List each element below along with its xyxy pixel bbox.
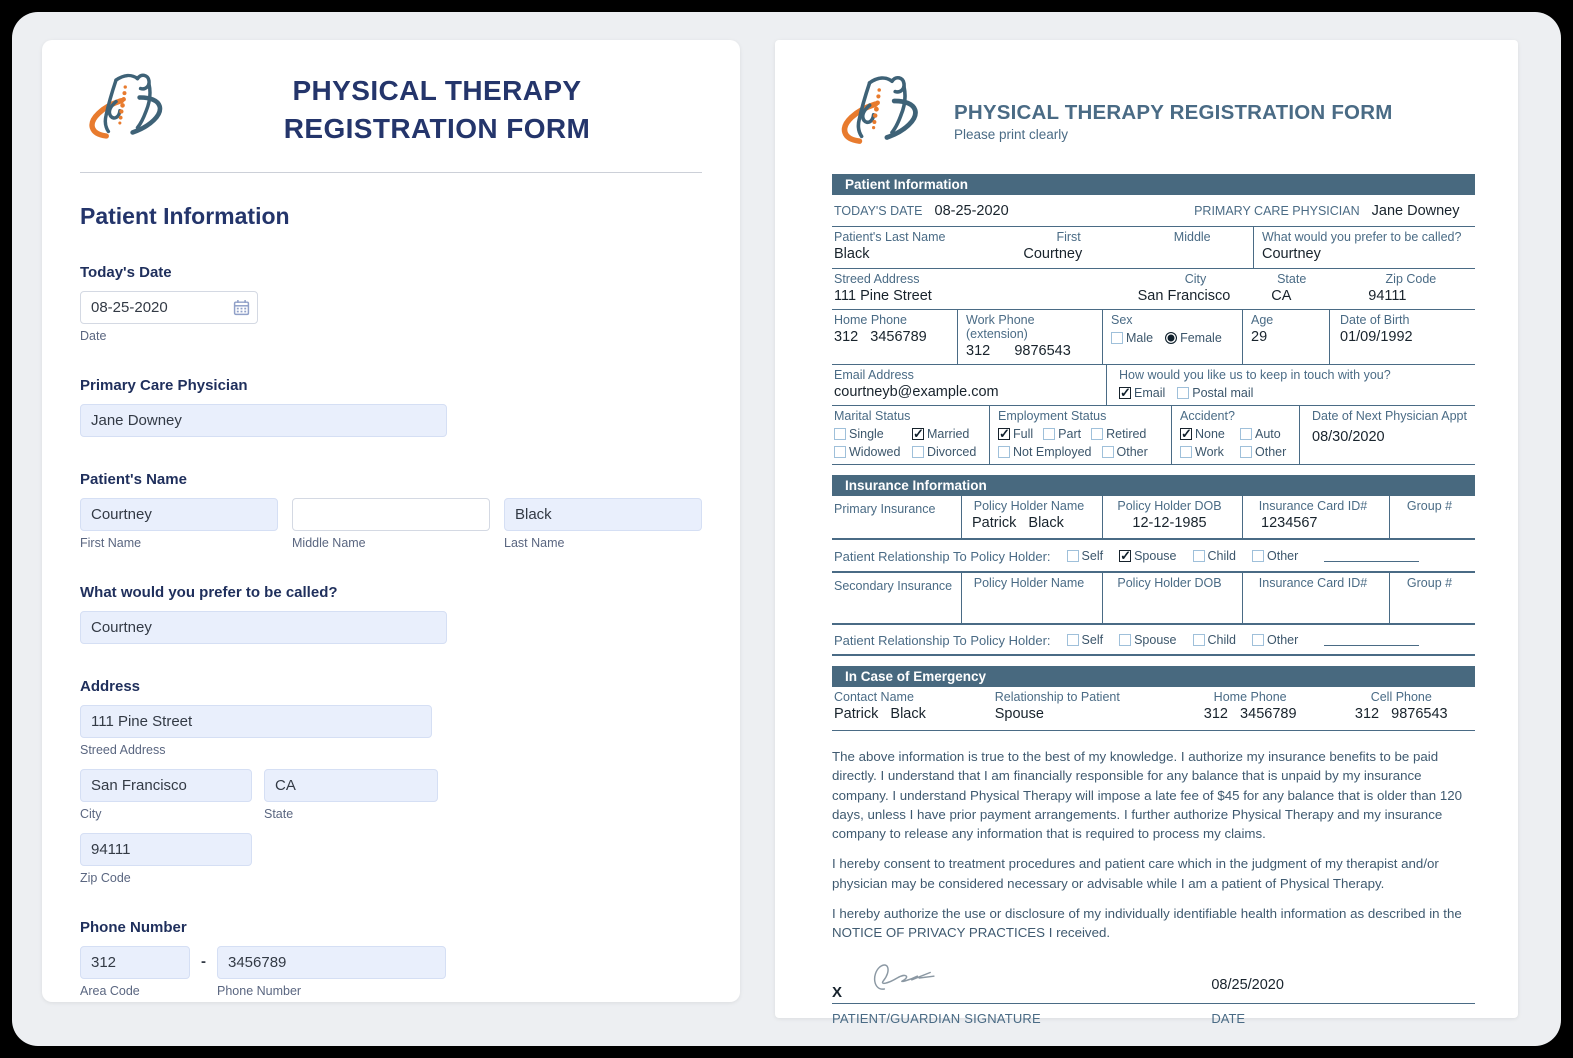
pcp-value: Jane Downey <box>1371 203 1460 219</box>
other-write-in-line <box>1324 550 1419 562</box>
checkbox-label: Full <box>1013 427 1034 441</box>
checkbox-accident-auto <box>1240 427 1286 441</box>
checkbox-icon <box>1193 550 1205 562</box>
row-relationship-secondary <box>832 625 1475 656</box>
signature-line <box>832 966 1475 1004</box>
checkbox-label: Postal mail <box>1192 386 1254 400</box>
last-name-sublabel: Last Name <box>504 536 565 550</box>
employment-status-label: Employment Status <box>998 409 1107 423</box>
consent-paragraph-2: I hereby consent to treatment procedures and patient care which in the judgment of my therapist and/or physician may be considered necessary or advisable while I am a patient of Physical Therapy. <box>832 856 1439 891</box>
address-label: Address <box>80 678 141 695</box>
preferred-name-label: What would you prefer to be called? <box>80 584 338 601</box>
checkbox-icon <box>1177 387 1189 399</box>
city-label: City <box>1184 272 1207 286</box>
checkbox-label: Self <box>1081 633 1104 647</box>
middle-name-input[interactable] <box>292 498 490 531</box>
todays-date-label: TODAY'S DATE <box>834 204 923 218</box>
last-name-value: Black <box>834 246 870 262</box>
checkbox-icon <box>1240 446 1252 458</box>
street-address-input[interactable] <box>80 705 432 738</box>
insurance-card-id-label: Insurance Card ID# <box>1258 576 1368 590</box>
checkbox-employment-full <box>998 427 1033 441</box>
phone-label: Phone Number <box>80 919 187 936</box>
zip-input[interactable] <box>80 833 252 866</box>
calendar-icon[interactable] <box>233 299 250 316</box>
checkbox-label: Self <box>1081 549 1104 563</box>
todays-date-label: Today's Date <box>80 264 172 281</box>
checkbox-icon <box>1091 428 1103 440</box>
checkbox-single <box>834 427 898 441</box>
preferred-label: What would you prefer to be called? <box>1262 230 1462 244</box>
todays-date-input[interactable] <box>80 291 258 324</box>
row-relationship-primary <box>832 540 1475 573</box>
checkbox-icon <box>1119 550 1131 562</box>
physician-input[interactable] <box>80 404 447 437</box>
form-title <box>172 72 702 148</box>
checkbox-not-employed <box>998 445 1092 459</box>
age-label: Age <box>1251 313 1274 327</box>
checkbox-label: Child <box>1207 549 1236 563</box>
checkbox-icon <box>912 428 924 440</box>
next-appt-label: Date of Next Physician Appt <box>1312 409 1467 423</box>
web-form-card <box>42 40 740 1002</box>
checkbox-icon <box>1240 428 1252 440</box>
checkbox-icon <box>998 446 1010 458</box>
physician-label: Primary Care Physician <box>80 377 248 394</box>
checkbox-label: Single <box>849 427 884 441</box>
form-title-line1: PHYSICAL THERAPY <box>292 75 582 107</box>
app-background <box>12 12 1561 1046</box>
checkbox-rel2-other <box>1252 633 1298 647</box>
checkbox-icon <box>1193 634 1205 646</box>
middle-name-sublabel: Middle Name <box>292 536 366 550</box>
signature-x-mark: X <box>832 984 843 1002</box>
section-bar-insurance: Insurance Information <box>832 475 1475 496</box>
zip-label: Zip Code <box>1385 272 1437 286</box>
email-value: courtneyb@example.com <box>834 384 999 400</box>
checkbox-postal-mail <box>1177 386 1253 400</box>
checkbox-rel1-spouse <box>1119 549 1176 563</box>
email-label: Email Address <box>834 368 914 382</box>
checkbox-divorced <box>912 445 976 459</box>
checkbox-accident-work <box>1180 445 1232 459</box>
row-email <box>832 365 1475 406</box>
home-phone-label: Home Phone <box>834 313 907 327</box>
secondary-insurance-label: Secondary Insurance <box>834 579 953 593</box>
todays-date-group <box>80 264 702 343</box>
row-name <box>832 227 1475 269</box>
checkbox-label: Other <box>1267 549 1299 563</box>
checkbox-label: Widowed <box>849 445 901 459</box>
emergency-home-phone-label: Home Phone <box>1213 690 1287 704</box>
relationship-label: Patient Relationship To Policy Holder: <box>834 548 1051 564</box>
signature-date-value: 08/25/2020 <box>1211 977 1284 994</box>
phone-separator: - <box>201 953 206 970</box>
checkbox-label: Work <box>1195 445 1224 459</box>
printed-form-subtitle: Please print clearly <box>954 126 1069 142</box>
checkbox-rel1-child <box>1193 549 1237 563</box>
address-group <box>80 678 702 885</box>
checkbox-label: Not Employed <box>1013 445 1092 459</box>
first-name-input[interactable] <box>80 498 278 531</box>
printed-form-header <box>832 66 1475 162</box>
checkbox-employment-part <box>1043 427 1081 441</box>
marital-status-label: Marital Status <box>834 409 911 423</box>
relationship-label: Patient Relationship To Policy Holder: <box>834 632 1051 648</box>
state-label: State <box>1277 272 1307 286</box>
checkbox-label: Child <box>1207 633 1236 647</box>
policy-holder-dob-label: Policy Holder DOB <box>1117 576 1222 590</box>
header-divider <box>80 172 702 173</box>
row-todays-date <box>832 195 1475 227</box>
checkbox-label: Part <box>1058 427 1082 441</box>
checkbox-label: Other <box>1116 445 1148 459</box>
checkbox-label: Email <box>1134 386 1166 400</box>
group-number-label: Group # <box>1406 576 1453 590</box>
checkbox-icon <box>1252 634 1264 646</box>
dob-label: Date of Birth <box>1340 313 1410 327</box>
radio-female <box>1165 331 1222 345</box>
home-phone-value: 312 3456789 <box>834 329 927 345</box>
radio-icon <box>1165 332 1177 344</box>
sex-label: Sex <box>1111 313 1133 327</box>
first-name-label: First <box>1056 230 1081 244</box>
street-value: 111 Pine Street <box>834 288 932 304</box>
checkbox-employment-retired <box>1091 427 1146 441</box>
policy-holder-name-label: Policy Holder Name <box>973 499 1085 513</box>
section-bar-patient-information: Patient Information <box>832 174 1475 195</box>
consent-paragraph-1: The above information is true to the best of my knowledge. I authorize my insurance benefits to be paid directly. I understand that I am financially responsible for any balance that is unpaid by my insurance company. I understand Physical Therapy will impose a late fee of $45 for any balance that is older than 120 days, unless I have prior payment arrangements. I further authorize Physical Therapy and my insurance company to release any information that is required to process my claims. <box>832 749 1463 842</box>
insurance-card-id-value: 1234567 <box>1261 515 1318 531</box>
checkbox-male <box>1111 331 1153 345</box>
age-value: 29 <box>1251 329 1268 345</box>
checkbox-rel2-self <box>1067 633 1104 647</box>
work-phone-label: Work Phone (extension) <box>966 313 1035 341</box>
checkbox-icon <box>834 428 846 440</box>
last-name-label: Patient's Last Name <box>834 230 946 244</box>
preferred-name-group <box>80 584 702 644</box>
checkbox-icon <box>1111 332 1123 344</box>
checkbox-icon <box>1180 446 1192 458</box>
checkbox-icon <box>1043 428 1055 440</box>
checkbox-label: Divorced <box>927 445 977 459</box>
checkbox-rel2-spouse <box>1119 633 1176 647</box>
printed-form-preview <box>775 40 1518 1027</box>
checkbox-label: Other <box>1267 633 1299 647</box>
policy-holder-name-label: Policy Holder Name <box>973 576 1085 590</box>
primary-insurance-label: Primary Insurance <box>834 502 936 516</box>
phone-group <box>80 919 702 998</box>
middle-name-label: Middle <box>1173 230 1211 244</box>
city-input[interactable] <box>80 769 252 802</box>
next-appt-value: 08/30/2020 <box>1312 429 1385 445</box>
state-value: CA <box>1271 288 1292 304</box>
policy-holder-dob-label: Policy Holder DOB <box>1117 499 1222 513</box>
pcp-label: PRIMARY CARE PHYSICIAN <box>1194 204 1360 218</box>
phone-number-input[interactable] <box>217 946 446 979</box>
accident-label: Accident? <box>1180 409 1235 423</box>
checkbox-label: Married <box>927 427 970 441</box>
state-sublabel: State <box>264 807 294 821</box>
clinic-logo <box>80 64 172 156</box>
checkbox-icon <box>1067 550 1079 562</box>
preferred-name-input[interactable] <box>80 611 447 644</box>
street-label: Streed Address <box>834 272 920 286</box>
physician-group <box>80 377 702 437</box>
area-code-sublabel: Area Code <box>80 984 140 998</box>
cell-phone-label: Cell Phone <box>1370 690 1432 704</box>
checkbox-label: Spouse <box>1134 549 1177 563</box>
todays-date-value: 08-25-2020 <box>934 203 1009 219</box>
checkbox-rel1-other <box>1252 549 1298 563</box>
contact-name-label: Contact Name <box>834 690 914 704</box>
date-sublabel: Date <box>80 329 107 343</box>
last-name-input[interactable] <box>504 498 702 531</box>
radio-label: Female <box>1180 331 1222 345</box>
checkbox-label: Male <box>1126 331 1154 345</box>
other-write-in-line <box>1324 634 1419 646</box>
section-heading-patient-information: Patient Information <box>80 203 290 229</box>
checkbox-rel2-child <box>1193 633 1237 647</box>
first-name-sublabel: First Name <box>80 536 142 550</box>
row-phones <box>832 310 1475 365</box>
row-address <box>832 269 1475 310</box>
checkbox-widowed <box>834 445 901 459</box>
checkbox-label: Auto <box>1255 427 1281 441</box>
web-form-header <box>80 64 702 156</box>
checkbox-icon <box>998 428 1010 440</box>
row-primary-insurance <box>832 496 1475 540</box>
checkbox-employment-other <box>1102 445 1148 459</box>
checkbox-label: Spouse <box>1134 633 1177 647</box>
city-value: San Francisco <box>1137 288 1231 304</box>
checkbox-rel1-self <box>1067 549 1104 563</box>
preferred-value: Courtney <box>1262 246 1321 262</box>
checkbox-email-contact <box>1119 386 1165 400</box>
patient-name-group <box>80 471 702 550</box>
first-name-value: Courtney <box>1023 246 1083 262</box>
signature-label: PATIENT/GUARDIAN SIGNATURE <box>832 1011 1041 1027</box>
contact-name-value: Patrick Black <box>834 706 926 722</box>
signature-area <box>832 966 1475 1026</box>
relationship-to-patient-value: Spouse <box>994 706 1044 722</box>
insurance-card-id-label: Insurance Card ID# <box>1258 499 1368 513</box>
checkbox-label: Other <box>1255 445 1287 459</box>
consent-paragraph-3: I hereby authorize the use or disclosure of my individually identifiable health information as described in the NOTICE OF PRIVACY PRACTICES I received. <box>832 905 1462 941</box>
checkbox-icon <box>1067 634 1079 646</box>
city-sublabel: City <box>80 807 102 821</box>
form-title-line2: REGISTRATION FORM <box>283 113 591 144</box>
checkbox-married <box>912 427 976 441</box>
checkbox-accident-none <box>1180 427 1232 441</box>
checkbox-icon <box>1119 634 1131 646</box>
checkbox-label: None <box>1195 427 1225 441</box>
printed-form-title: PHYSICAL THERAPY REGISTRATION FORM <box>954 100 1393 124</box>
row-secondary-insurance <box>832 573 1475 625</box>
checkbox-icon <box>1102 446 1114 458</box>
work-phone-value: 312 9876543 <box>966 343 1071 359</box>
checkbox-icon <box>1180 428 1192 440</box>
checkbox-accident-other <box>1240 445 1286 459</box>
row-emergency <box>832 687 1475 731</box>
cell-phone-value: 312 9876543 <box>1354 706 1448 722</box>
section-bar-emergency: In Case of Emergency <box>832 666 1475 687</box>
state-input[interactable] <box>264 769 438 802</box>
policy-holder-name-value: Patrick Black <box>972 515 1064 531</box>
zip-value: 94111 <box>1368 288 1407 304</box>
row-status <box>832 406 1475 465</box>
signature-scribble <box>866 959 976 997</box>
phone-number-sublabel: Phone Number <box>217 984 302 998</box>
clinic-logo <box>832 66 928 162</box>
zip-sublabel: Zip Code <box>80 871 131 885</box>
date-label: DATE <box>1211 1011 1246 1027</box>
consent-paragraphs <box>832 747 1475 942</box>
relationship-to-patient-label: Relationship to Patient <box>994 690 1120 704</box>
emergency-home-phone-value: 312 3456789 <box>1203 706 1297 722</box>
street-address-sublabel: Streed Address <box>80 743 166 757</box>
checkbox-icon <box>1252 550 1264 562</box>
dob-value: 01/09/1992 <box>1340 329 1413 345</box>
area-code-input[interactable] <box>80 946 190 979</box>
patient-name-label: Patient's Name <box>80 471 187 488</box>
checkbox-label: Retired <box>1106 427 1147 441</box>
group-number-label: Group # <box>1406 499 1453 513</box>
checkbox-icon <box>834 446 846 458</box>
keep-in-touch-label: How would you like us to keep in touch with you? <box>1119 368 1391 382</box>
checkbox-icon <box>912 446 924 458</box>
checkbox-icon <box>1119 387 1131 399</box>
policy-holder-dob-value: 12-12-1985 <box>1132 515 1207 531</box>
